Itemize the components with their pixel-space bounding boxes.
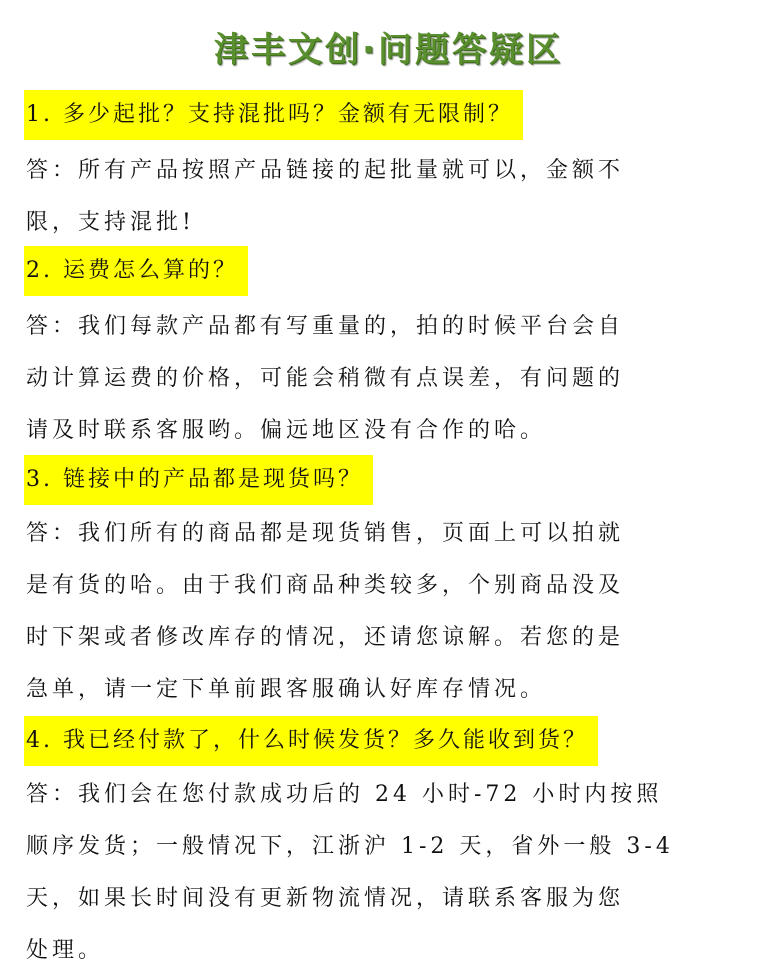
question-3: 3. 链接中的产品都是现货吗？ <box>24 455 373 505</box>
answer-2-line-3: 请及时联系客服哟。偏远地区没有合作的哈。 <box>26 418 547 443</box>
answer-3-line-4: 急单，请一定下单前跟客服确认好库存情况。 <box>26 677 547 702</box>
answer-4 <box>26 769 722 977</box>
question-1: 1. 多少起批？支持混批吗？金额有无限制？ <box>24 90 523 140</box>
answer-3-label: 答： <box>26 521 79 546</box>
answer-4-line-1: 答：我们会在您付款成功后的 24 小时-72 小时内按照 <box>26 782 663 807</box>
answer-1-line-1: 答：所有产品按照产品链接的起批量就可以，金额不 <box>26 158 625 183</box>
answer-2-label: 答： <box>26 314 79 339</box>
answer-4-label: 答： <box>26 782 79 807</box>
question-2: 2. 运费怎么算的？ <box>24 246 248 296</box>
answer-3 <box>26 508 722 716</box>
answer-3-line-3: 时下架或者修改库存的情况，还请您谅解。若您的是 <box>26 625 625 650</box>
answer-2-line-2: 动计算运费的价格，可能会稍微有点误差，有问题的 <box>26 366 625 391</box>
answer-1-label: 答： <box>26 158 79 183</box>
answer-3-line-1: 答：我们所有的商品都是现货销售，页面上可以拍就 <box>26 521 625 546</box>
answer-3-line-2: 是有货的哈。由于我们商品种类较多，个别商品没及 <box>26 573 625 598</box>
answer-1-line-2: 限，支持混批! <box>26 210 195 235</box>
page-title: 津丰文创·问题答疑区 <box>214 30 563 70</box>
answer-1 <box>26 145 722 249</box>
answer-4-line-4: 处理。 <box>26 938 105 963</box>
answer-4-line-3: 天，如果长时间没有更新物流情况，请联系客服为您 <box>26 886 625 911</box>
answer-4-line-2: 顺序发货；一般情况下，江浙沪 1-2 天，省外一般 3-4 <box>26 834 674 859</box>
question-4: 4. 我已经付款了，什么时候发货？多久能收到货？ <box>24 716 598 766</box>
answer-2-line-1: 答：我们每款产品都有写重量的，拍的时候平台会自 <box>26 314 625 339</box>
answer-2 <box>26 301 722 457</box>
